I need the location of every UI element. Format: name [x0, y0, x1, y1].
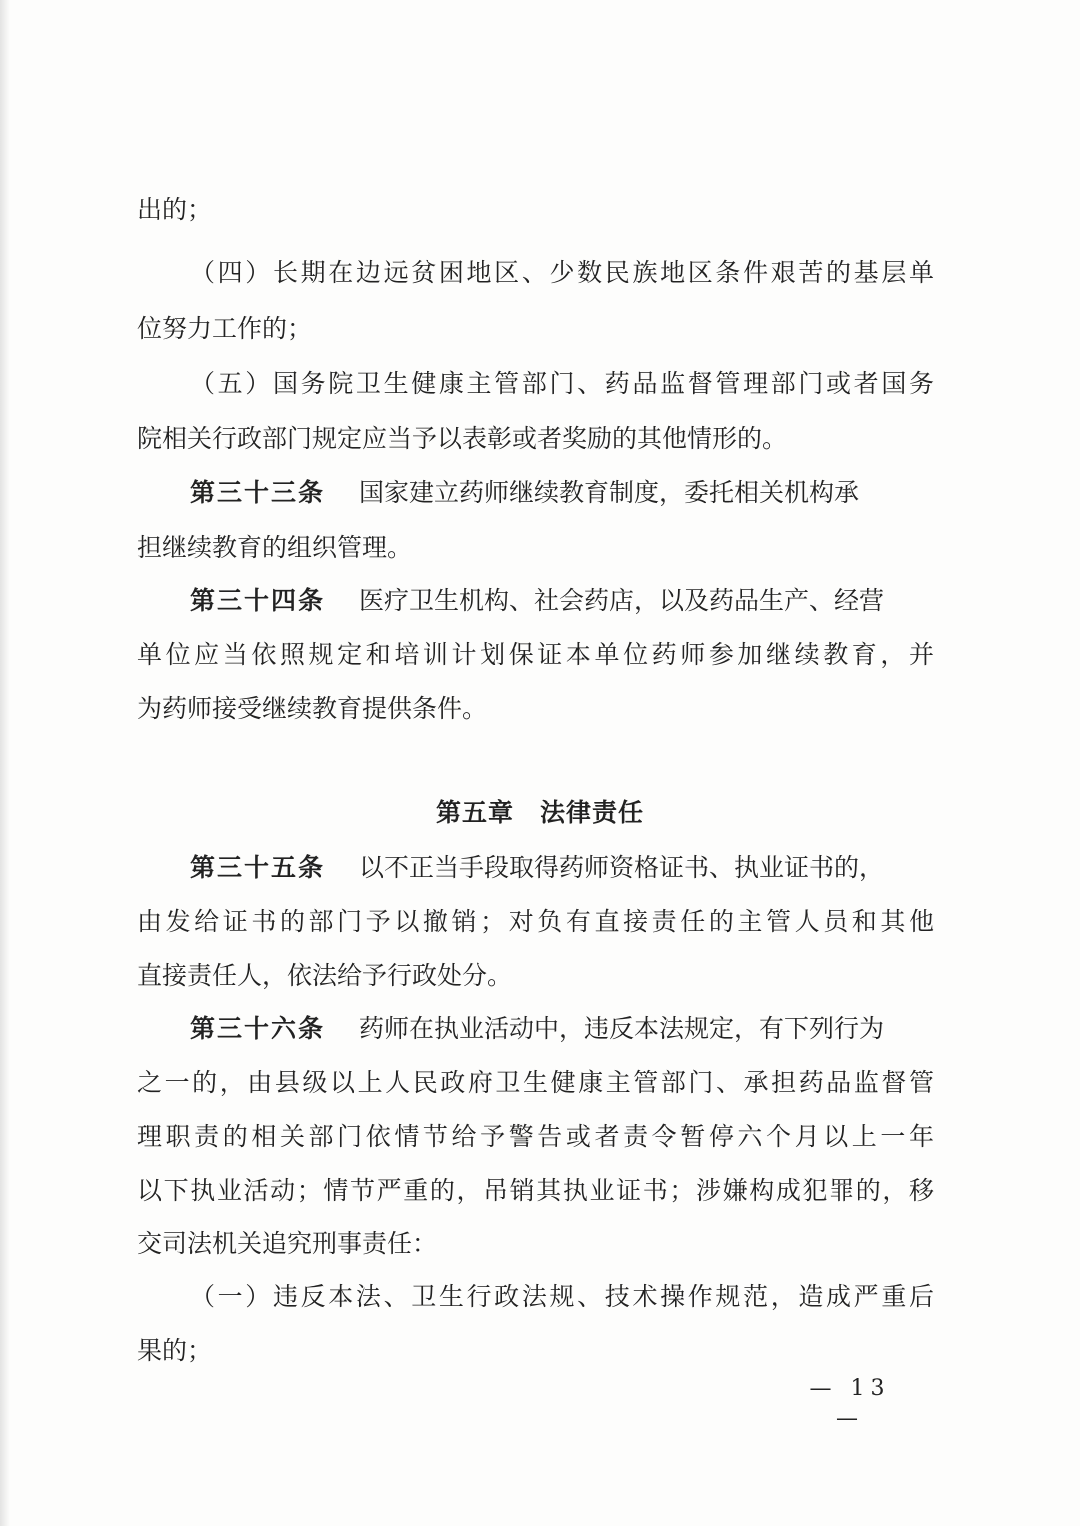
- article-36: [190, 1012, 884, 1046]
- paragraph-line: 理职责的相关部门依情节给予警告或者责令暂停六个月以上一年: [137, 1122, 934, 1151]
- article-label: 第三十五条: [190, 853, 326, 882]
- article-34: [190, 584, 884, 618]
- paragraph-line: 之一的，由县级以上人民政府卫生健康主管部门、承担药品监督管: [137, 1068, 934, 1097]
- article-label: 第三十三条: [190, 478, 326, 507]
- article-text: 国家建立药师继续教育制度，委托相关机构承: [359, 478, 860, 507]
- article-text: 以不正当手段取得药师资格证书、执业证书的，: [359, 853, 885, 882]
- paragraph-line: 位努力工作的；: [137, 314, 313, 343]
- page-number: — 13 —: [809, 1376, 891, 1431]
- paragraph-line: 以下执业活动；情节严重的，吊销其执业证书；涉嫌构成犯罪的，移: [137, 1176, 934, 1205]
- paragraph-line: 由发给证书的部门予以撤销；对负有直接责任的主管人员和其他: [137, 907, 934, 936]
- article-33: [190, 476, 859, 510]
- paragraph-line: 交司法机关追究刑事责任：: [137, 1229, 438, 1258]
- article-label: 第三十六条: [190, 1014, 326, 1043]
- paragraph-line: 直接责任人，依法给予行政处分。: [137, 961, 513, 990]
- chapter-title: 第五章 法律责任: [435, 798, 644, 827]
- paragraph-line: 果的；: [137, 1336, 213, 1365]
- paragraph-line: （四）长期在边远贫困地区、少数民族地区条件艰苦的基层单: [190, 258, 934, 287]
- article-text: 药师在执业活动中，违反本法规定，有下列行为: [359, 1014, 885, 1043]
- paragraph-line: 单位应当依照规定和培训计划保证本单位药师参加继续教育，并: [137, 640, 934, 669]
- paragraph-line: （五）国务院卫生健康主管部门、药品监督管理部门或者国务: [190, 369, 934, 398]
- article-35: [190, 851, 884, 885]
- paragraph-line: 担继续教育的组织管理。: [137, 533, 413, 562]
- article-label: 第三十四条: [190, 586, 326, 615]
- article-text: 医疗卫生机构、社会药店，以及药品生产、经营: [359, 586, 885, 615]
- paragraph-line: （一）违反本法、卫生行政法规、技术操作规范，造成严重后: [190, 1282, 934, 1311]
- paragraph-line: 为药师接受继续教育提供条件。: [137, 694, 488, 723]
- paragraph-line: 院相关行政部门规定应当予以表彰或者奖励的其他情形的。: [137, 424, 788, 453]
- paragraph-line: 出的；: [137, 195, 213, 224]
